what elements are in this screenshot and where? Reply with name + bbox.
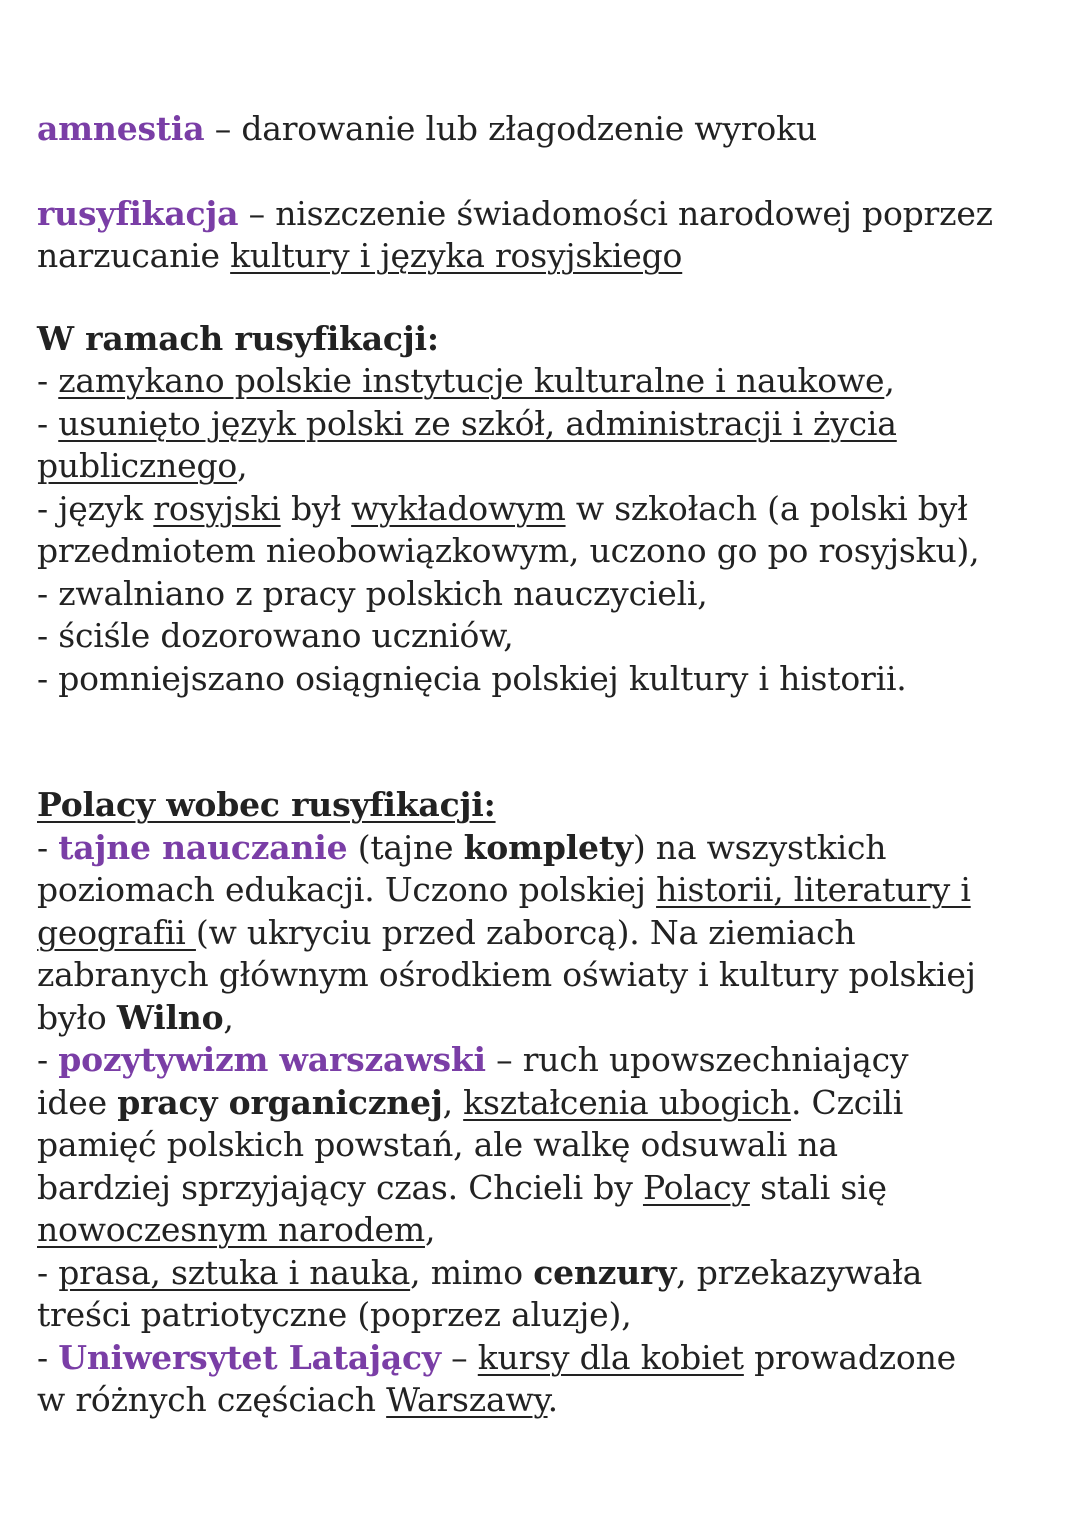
list-item: - zamykano polskie instytucje kulturalne i naukowe, (37, 361, 895, 400)
list-item: - tajne nauczanie (tajne komplety) na wszystkich poziomach edukacji. Uczono polskiej historii, literatury i geografii (w ukryciu przed zaborcą). Na ziemiach zabranych głównym ośrodkiem oświaty i kultury polskiej było Wilno, (37, 827, 976, 1037)
list-item: - pomniejszano osiągnięcia polskiej kultury i historii. (37, 658, 907, 698)
section-heading: W ramach rusyfikacji: (37, 318, 439, 358)
definition-rusyfikacja: rusyfikacja – niszczenie świadomości narodowej poprzez narzucanie kultury i języka rosyjskiego (37, 193, 993, 275)
term-rusyfikacja: rusyfikacja (37, 193, 239, 233)
term-amnestia: amnestia (37, 109, 205, 148)
list-item: - usunięto język polski ze szkół, administracji i życia publicznego, (37, 403, 897, 485)
list-item: - ściśle dozorowano uczniów, (37, 616, 514, 655)
term-uniwersytet-latajacy: Uniwersytet Latający (58, 1337, 441, 1377)
definition-amnestia: amnestia – darowanie lub złagodzenie wyroku (37, 109, 817, 148)
section-heading: Polacy wobec rusyfikacji: (37, 785, 496, 824)
notes-content (37, 108, 1057, 1422)
section-w-ramach-rusyfikacji (37, 318, 1057, 701)
term-pozytywizm-warszawski: pozytywizm warszawski (58, 1040, 486, 1079)
list-item: - prasa, sztuka i nauka, mimo cenzury, przekazywała treści patriotyczne (poprzez aluzje), (37, 1252, 923, 1334)
list-item: - zwalniano z pracy polskich nauczycieli, (37, 573, 708, 613)
list-item: - pozytywizm warszawski – ruch upowszechniający idee pracy organicznej, kształcenia ubogich. Czcili pamięć polskich powstań, ale walkę odsuwali na bardziej sprzyjający czas. Chcieli by Polacy stali się nowoczesnym narodem, (37, 1040, 909, 1249)
list-item: - język rosyjski był wykładowym w szkołach (a polski był przedmiotem nieobowiązkowym, uczono go po rosyjsku), (37, 488, 980, 570)
term-tajne-nauczanie: tajne nauczanie (58, 827, 348, 867)
section-polacy-wobec-rusyfikacji (37, 784, 1057, 1422)
list-item: - Uniwersytet Latający – kursy dla kobiet prowadzone w różnych częściach Warszawy. (37, 1337, 956, 1419)
